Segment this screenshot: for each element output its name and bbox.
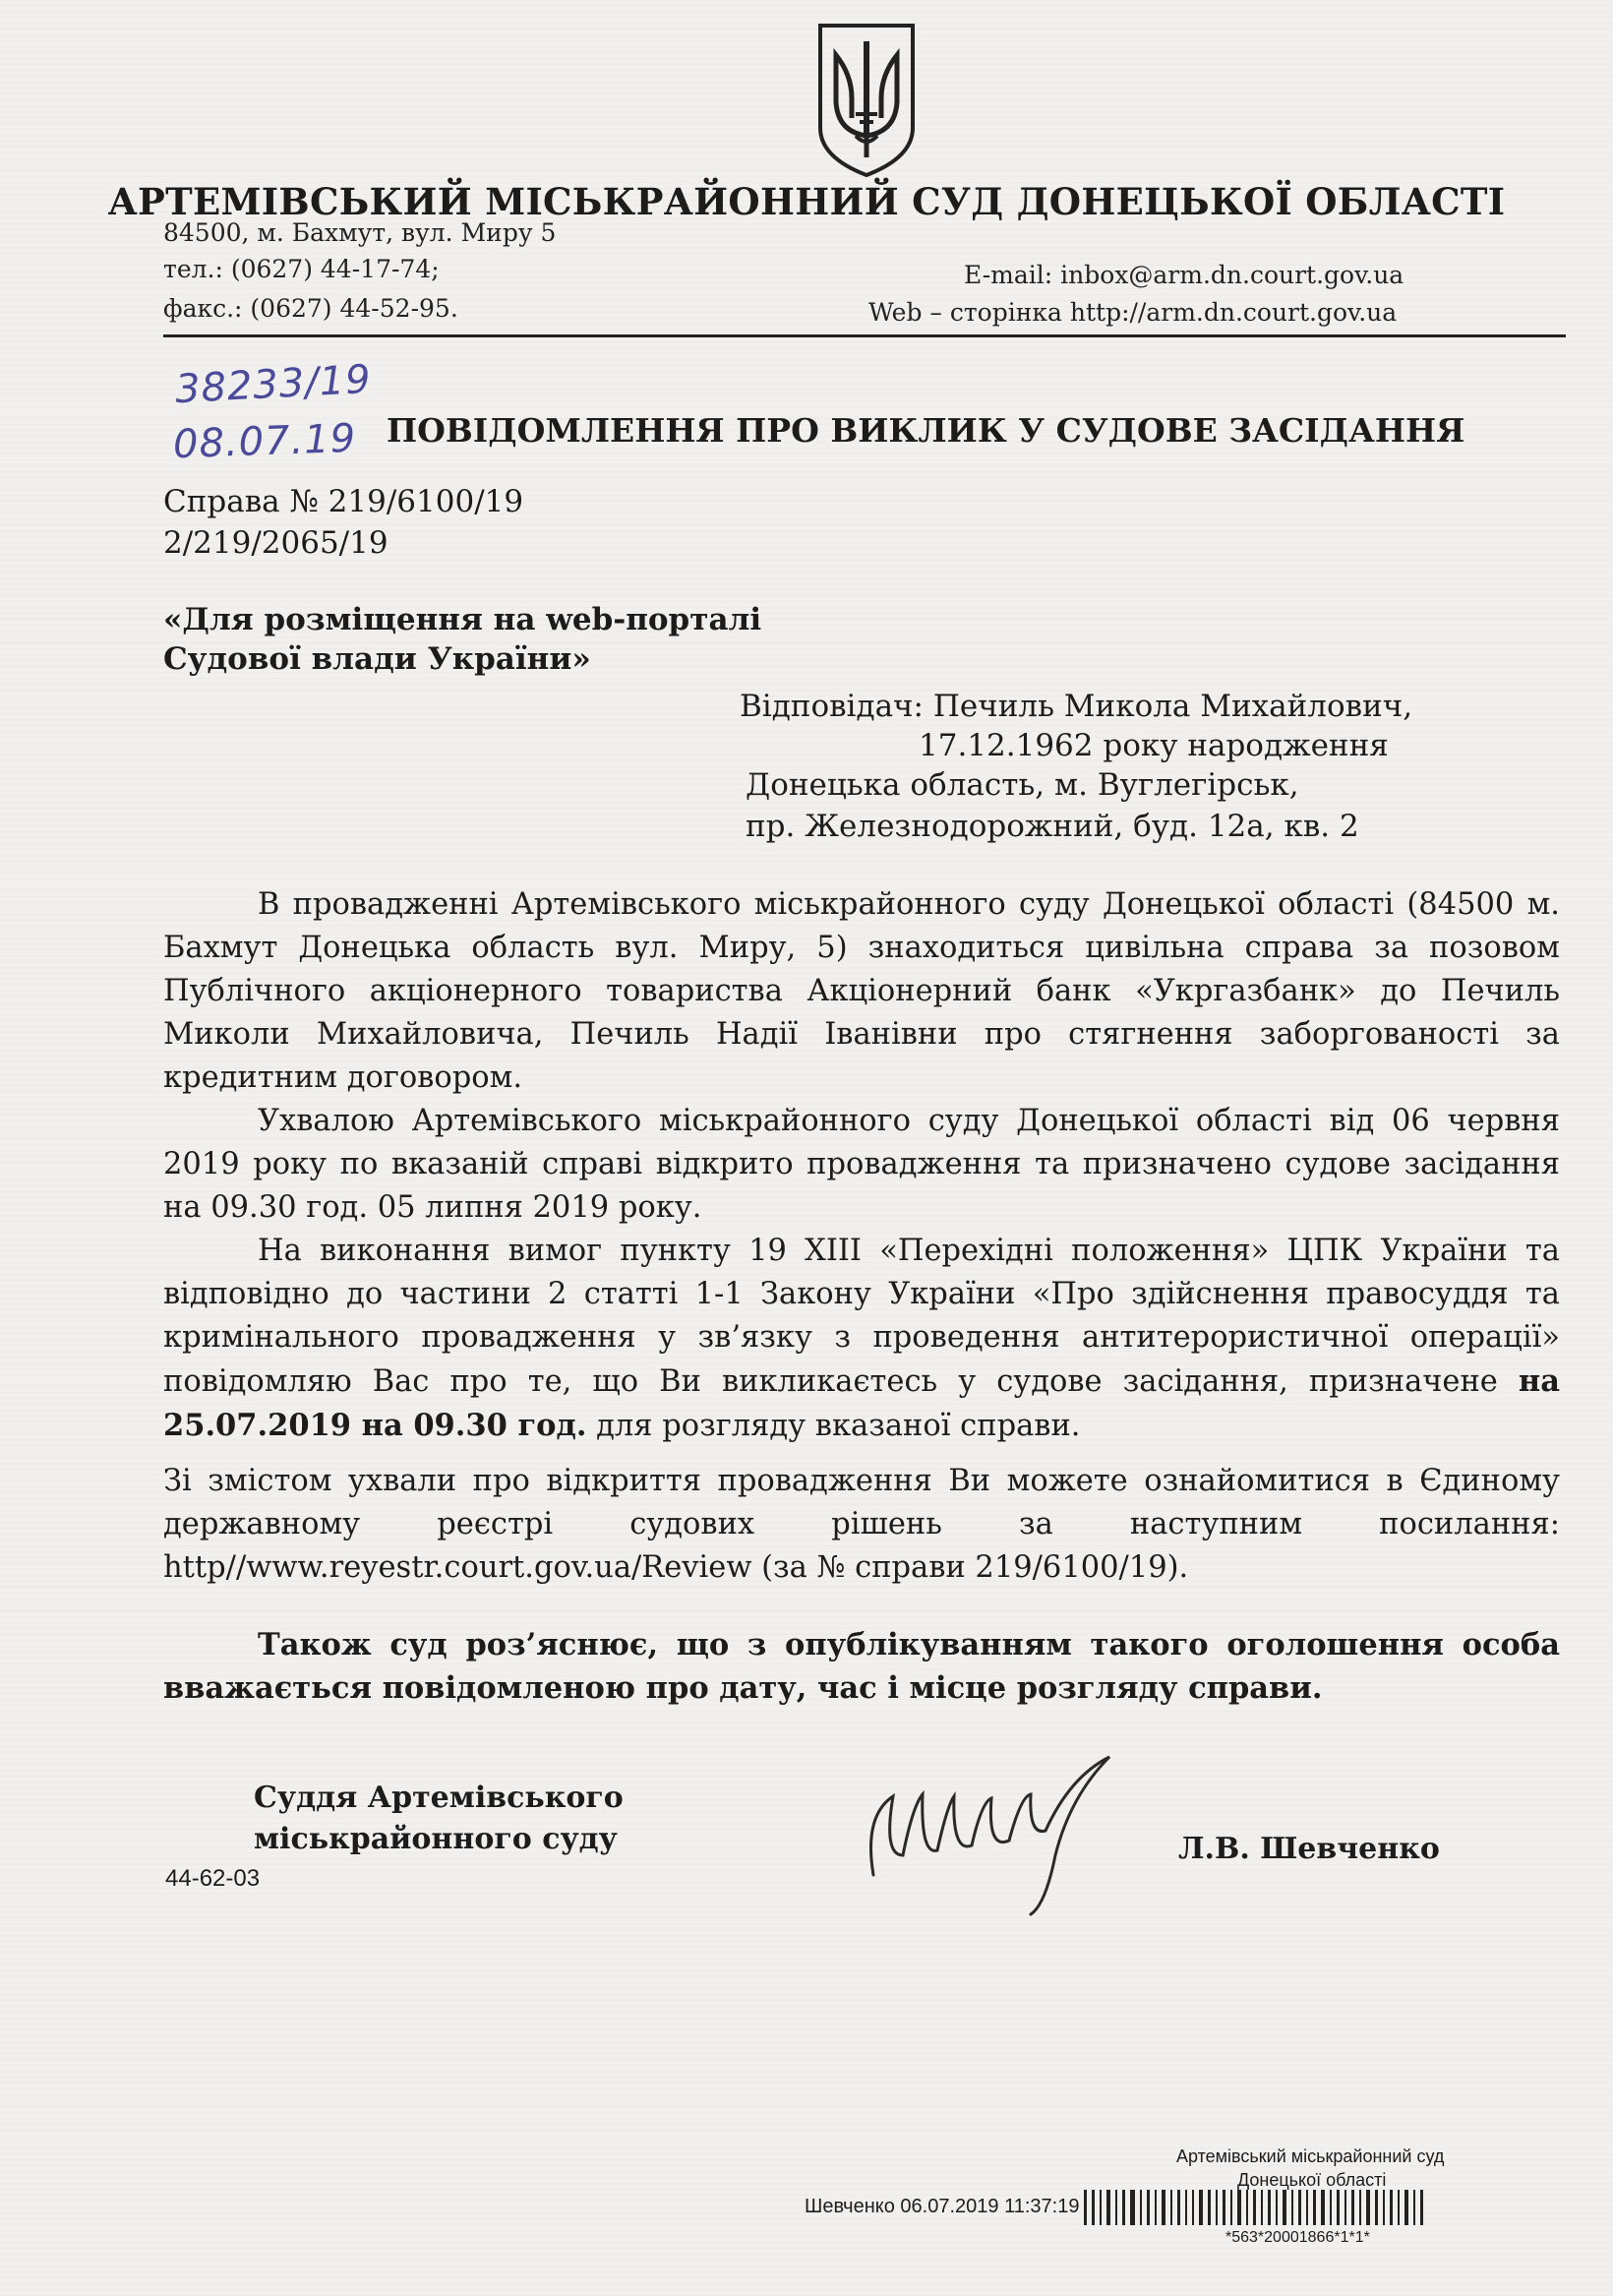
page-title: ПОВІДОМЛЕННЯ ПРО ВИКЛИК У СУДОВЕ ЗАСІДАННЯ [387,411,1465,450]
court-phone: тел.: (0627) 44-17-74; [163,255,440,283]
notice-body [163,883,1560,1448]
header-divider [163,334,1566,337]
court-name: АРТЕМІВСЬКИЙ МІСЬКРАЙОННИЙ СУД ДОНЕЦЬКОЇ ОБЛАСТІ [107,180,1506,223]
handwritten-reg-number: 38233/19 [173,356,373,413]
stamp-timestamp: Шевченко 06.07.2019 11:37:19 [805,2196,1080,2217]
defendant-name: Відповідач: Печиль Микола Михайлович, [740,689,1413,724]
body-paragraph-5: Також суд роз’яснює, що з опублікуванням такого оголошення особа вважається повідомленою про дату, час і місце розгляду справи. [163,1627,1560,1706]
registry-note [163,1460,1560,1590]
body-paragraph-1: В провадженні Артемівського міськрайонного суду Донецької області (84500 м. Бахмут Донецька область вул. Миру, 5) знаходиться цивільна справа за позовом Публічного акціонерного товариства Акціонерний банк «Укргазбанк» до Печиль Миколи Михайловича, Печиль Надії Іванівни про стягнення заборгованості за кредитним договором. [163,887,1560,1095]
stamp-court-region: Донецької області [1237,2170,1387,2190]
court-address: 84500, м. Бахмут, вул. Миру 5 [163,218,557,247]
court-fax: факс.: (0627) 44-52-95. [163,294,458,323]
body-paragraph-4: Зі змістом ухвали про відкриття провадження Ви можете ознайомитися в Єдиному державному реєстрі судових рішень за наступним посилання: http//www.reyestr.court.gov.ua/Review (за № справи 219/6100/19). [163,1464,1560,1585]
defendant-birth: 17.12.1962 року народження [919,728,1389,763]
handwritten-signature [844,1737,1139,1934]
barcode-number: *563*20001866*1*1* [1225,2229,1370,2246]
stamp-court-name: Артемівський міськрайонний суд [1176,2146,1445,2166]
defendant-region: Донецька область, м. Вуглегірськ, [746,767,1299,803]
portal-note-line1: «Для розміщення на web-порталі [163,602,762,637]
court-website: Web – сторінка http://arm.dn.court.gov.ua [868,298,1398,327]
handwritten-reg-date: 08.07.19 [172,415,357,468]
body-paragraph-3-end: для розгляду вказаної справи. [596,1409,1081,1443]
body-paragraph-2: Ухвалою Артемівського міськрайонного суду Донецької області від 06 червня 2019 року по вказаній справі відкрито провадження та призначено судове засідання на 09.30 год. 05 липня 2019 року. [163,1104,1560,1225]
judge-title-line2: міськрайонного суду [254,1822,618,1856]
coat-of-arms-icon [812,20,921,179]
case-number: Справа № 219/6100/19 [163,484,524,519]
barcode [1084,2190,1428,2225]
case-proceeding-number: 2/219/2065/19 [163,525,388,561]
body-paragraph-3-text: На виконання вимог пункту 19 XIII «Перехідні положення» ЦПК України та відповідно до частини 2 статті 1-1 Закону України «Про здійснення правосуддя та кримінального провадження у зв’язку з проведення антитерористичної операції» повідомляю Вас про те, що Ви викликаєтесь у судове засідання, призначене [163,1234,1560,1399]
body-paragraph-3 [163,1230,1560,1448]
hearing-datetime: на 25.07.2019 на 09.30 год. [163,1363,1560,1443]
portal-note-line2: Судової влади України» [163,641,591,677]
court-email: E-mail: inbox@arm.dn.court.gov.ua [964,261,1404,289]
clarification-note [163,1623,1560,1710]
defendant-street: пр. Железнодорожний, буд. 12а, кв. 2 [746,809,1359,844]
judge-phone: 44-62-03 [165,1865,261,1892]
judge-title-line1: Суддя Артемівського [254,1781,624,1815]
judge-name: Л.В. Шевченко [1178,1832,1440,1866]
